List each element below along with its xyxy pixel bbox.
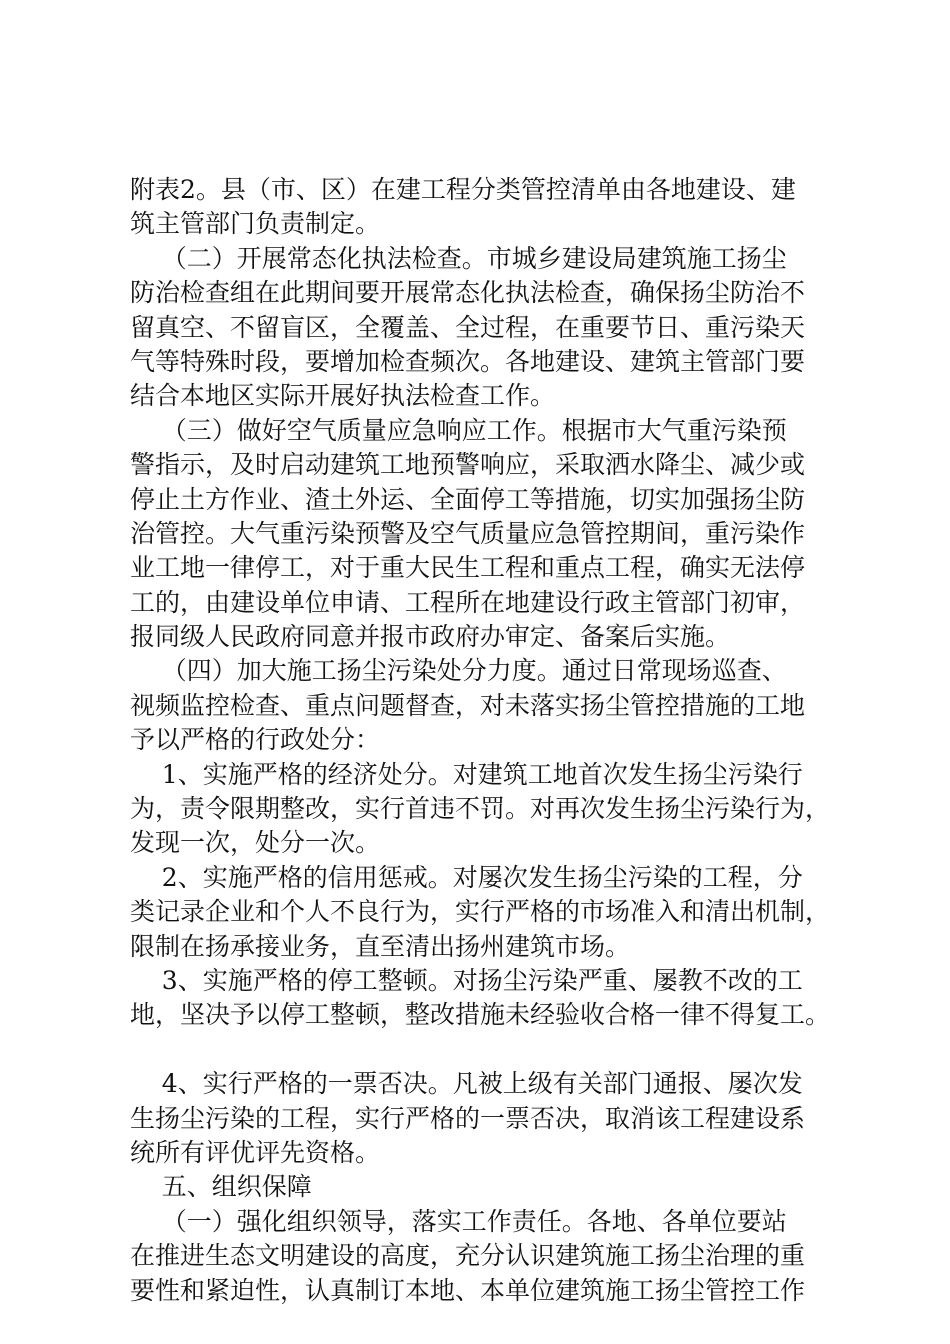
text-line: 生扬尘污染的工程，实行严格的一票否决，取消该工程建设系 xyxy=(130,1103,806,1133)
text-line: （四）加大施工扬尘污染处分力度。通过日常现场巡查、 xyxy=(130,656,787,686)
text-line: 地，坚决予以停工整顿，整改措施未经验收合格一律不得复工。 xyxy=(130,1000,831,1030)
text-line: 2、实施严格的信用惩戒。对屡次发生扬尘污染的工程，分 xyxy=(130,862,803,892)
text-line: 1、实施严格的经济处分。对建筑工地首次发生扬尘污染行 xyxy=(130,759,803,789)
text-line: （三）做好空气质量应急响应工作。根据市大气重污染预 xyxy=(130,415,787,445)
section-heading-5 xyxy=(130,1170,830,1204)
text-line: 工的，由建设单位申请、工程所在地建设行政主管部门初审， xyxy=(130,587,806,617)
text-line: 3、实施严格的停工整顿。对扬尘污染严重、屡教不改的工 xyxy=(130,965,803,995)
paragraph-item-3 xyxy=(130,964,830,1033)
text-line: 筑主管部门负责制定。 xyxy=(130,209,381,239)
paragraph-appendix-note xyxy=(130,173,830,242)
document-body xyxy=(130,173,830,1308)
text-line: 五、组织保障 xyxy=(130,1172,312,1202)
paragraph-section-2 xyxy=(130,242,830,414)
blank-line xyxy=(130,1033,830,1067)
text-line: 留真空、不留盲区，全覆盖、全过程，在重要节日、重污染天 xyxy=(130,312,806,342)
paragraph-section-5-1 xyxy=(130,1205,830,1308)
text-line: 附表2。县（市、区）在建工程分类管控清单由各地建设、建 xyxy=(130,175,796,204)
text-line: 限制在扬承接业务，直至清出扬州建筑市场。 xyxy=(130,931,631,961)
paragraph-item-4 xyxy=(130,1067,830,1170)
text-line: （一）强化组织领导，落实工作责任。各地、各单位要站 xyxy=(130,1206,787,1236)
paragraph-item-2 xyxy=(130,861,830,964)
text-line: 治管控。大气重污染预警及空气质量应急管控期间，重污染作 xyxy=(130,518,806,548)
paragraph-section-4 xyxy=(130,654,830,757)
text-line: 警指示，及时启动建筑工地预警响应，采取洒水降尘、减少或 xyxy=(130,450,806,480)
text-line: 4、实行严格的一票否决。凡被上级有关部门通报、屡次发 xyxy=(130,1069,803,1099)
text-line: 业工地一律停工，对于重大民生工程和重点工程，确实无法停 xyxy=(130,553,806,583)
text-line: 停止土方作业、渣土外运、全面停工等措施，切实加强扬尘防 xyxy=(130,484,806,514)
text-line: 在推进生态文明建设的高度，充分认识建筑施工扬尘治理的重 xyxy=(130,1241,806,1271)
paragraph-item-1 xyxy=(130,758,830,861)
text-line: 报同级人民政府同意并报市政府办审定、备案后实施。 xyxy=(130,622,731,652)
text-line: 发现一次，处分一次。 xyxy=(130,828,381,858)
text-line: 统所有评优评先资格。 xyxy=(130,1137,381,1167)
text-line: 气等特殊时段，要增加检查频次。各地建设、建筑主管部门要 xyxy=(130,346,806,376)
paragraph-section-3 xyxy=(130,414,830,655)
text-line: 类记录企业和个人不良行为，实行严格的市场准入和清出机制， xyxy=(130,897,831,927)
text-line: 要性和紧迫性，认真制订本地、本单位建筑施工扬尘管控工作 xyxy=(130,1275,806,1305)
text-line: 为，责令限期整改，实行首违不罚。对再次发生扬尘污染行为， xyxy=(130,794,831,824)
text-line: （二）开展常态化执法检查。市城乡建设局建筑施工扬尘 xyxy=(130,243,787,273)
text-line: 视频监控检查、重点问题督查，对未落实扬尘管控措施的工地 xyxy=(130,690,806,720)
text-line: 防治检查组在此期间要开展常态化执法检查，确保扬尘防治不 xyxy=(130,278,806,308)
text-line: 结合本地区实际开展好执法检查工作。 xyxy=(130,381,556,411)
text-line: 予以严格的行政处分： xyxy=(130,725,381,755)
